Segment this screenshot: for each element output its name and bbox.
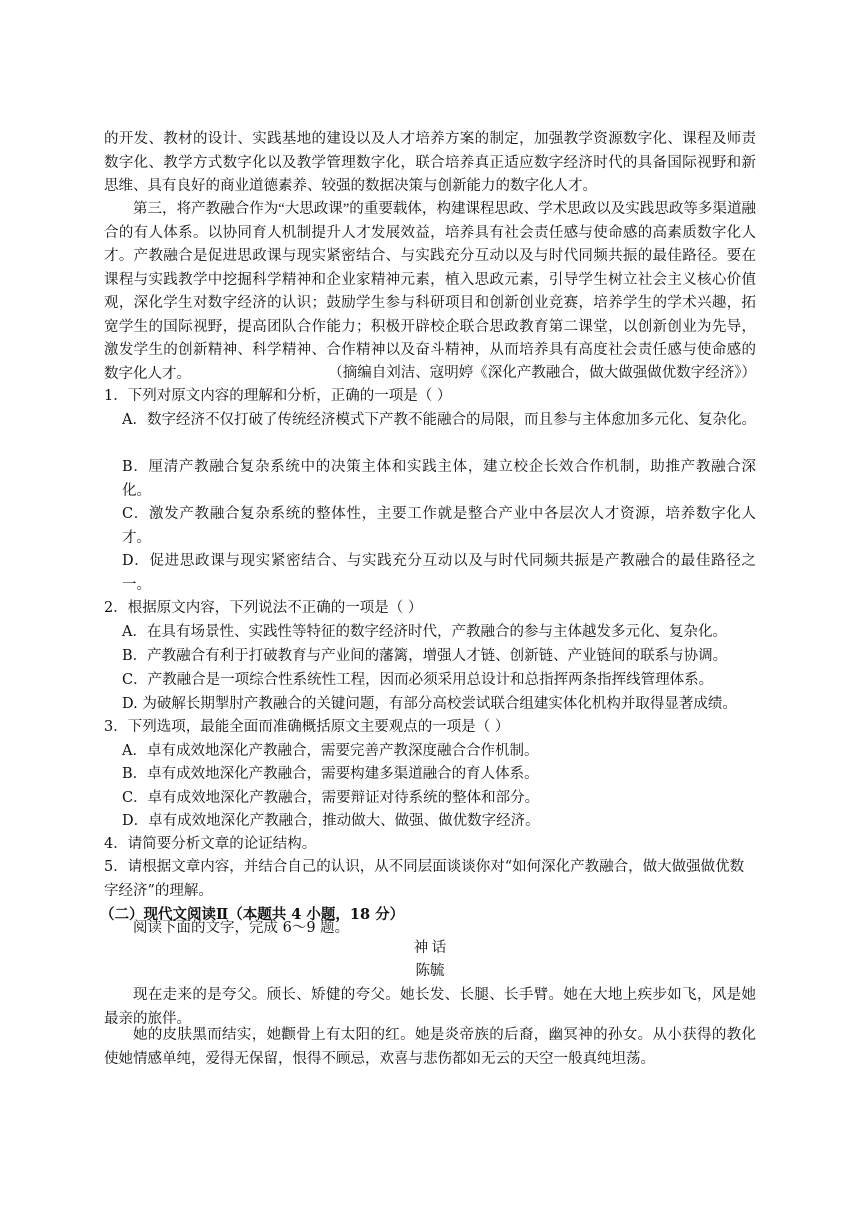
story-paragraph-1: 现在走来的是夸父。颀长、矫健的夸父。她长发、长腿、长手臂。她在大地上疾步如飞，风是她最亲的旅伴。 bbox=[104, 987, 756, 1027]
story-paragraph-2: 她的皮肤黑而结实，她颧骨上有太阳的红。她是炎帝族的后裔，幽冥神的孙女。从小获得的教化使她情感单纯，爱得无保留，恨得不顾忌，欢喜与悲伤都如无云的天空一般真纯坦荡。 bbox=[104, 1027, 756, 1067]
section-instruction: 阅读下面的文字，完成 6～9 题。 bbox=[133, 920, 350, 936]
question-3-option-a: A．卓有成效地深化产教融合，需要完善产教深度融合合作机制。 bbox=[122, 743, 539, 759]
passage-source: （摘编自刘洁、寇明婷《深化产教融合，做大做强做优数字经济》） bbox=[328, 365, 756, 381]
story-title: 神 话 bbox=[413, 940, 447, 956]
question-5-stem: 5．请根据文章内容，并结合自己的认识，从不同层面谈谈你对“如何深化产教融合，做大做强做优数字经济”的理解。 bbox=[104, 859, 745, 899]
story-author: 陈毓 bbox=[415, 963, 445, 979]
question-2-stem: 2．根据原文内容，下列说法不正确的一项是（ ） bbox=[104, 600, 423, 616]
section-heading: （二）现代文阅读Ⅱ（本题共 4 小题，18 分） bbox=[100, 906, 405, 923]
question-3-option-d: D．卓有成效地深化产教融合，推动做大、做强、做优数字经济。 bbox=[122, 813, 540, 829]
question-2-option-b: B．产教融合有利于打破教育与产业间的藩篱，增强人才链、创新链、产业链间的联系与协调。 bbox=[122, 648, 728, 664]
question-2-option-a: A．在具有场景性、实践性等特征的数字经济时代，产教融合的参与主体越发多元化、复杂化。 bbox=[122, 624, 727, 640]
question-2-option-c: C．产教融合是一项综合性系统性工程，因而必须采用总设计和总指挥两条指挥线管理体系。 bbox=[122, 672, 714, 688]
passage-paragraph-continued: 的开发、教材的设计、实践基地的建设以及人才培养方案的制定，加强教学资源数字化、课程及师责数字化、教学方式数字化以及教学管理数字化，联合培养真正适应数字经济时代的具备国际视野和新思维、具有良好的商业道德素养、较强的数据决策与创新能力的数字化人才。 bbox=[104, 131, 756, 194]
question-3-option-b: B．卓有成效地深化产教融合，需要构建多渠道融合的育人体系。 bbox=[122, 766, 539, 782]
question-3-stem: 3．下列选项，最能全面而准确概括原文主要观点的一项是（ ） bbox=[104, 719, 510, 735]
question-1-stem: 1．下列对原文内容的理解和分析，正确的一项是（ ） bbox=[104, 388, 452, 404]
question-1-option-b: B．厘清产教融合复杂系统中的决策主体和实践主体，建立校企长效合作机制，助推产教融合深化。 bbox=[122, 459, 756, 499]
passage-paragraph-third: 第三，将产教融合作为“大思政课”的重要载体，构建课程思政、学术思政以及实践思政等多渠道融合的有人体系。以协同育人机制提升人才发展效益，培养具有社会责任感与使命感的高素质数字化人才。产教融合是促进思政课与现实紧密结合、与实践充分互动以及与时代同频共振的最佳路径。要在课程与实践教学中挖掘科学精神和企业家精神元素，植入思政元素，引导学生树立社会主义核心价值观，深化学生对数字经济的认识；鼓励学生参与科研项目和创新创业竞赛，培养学生的学术兴趣，拓宽学生的国际视野，提高团队合作能力；积极开辟校企联合思政教育第二课堂，以创新创业为先导，激发学生的创新精神、科学精神、合作精神以及奋斗精神，从而培养具有高度社会责任感与使命感的数字化人才。 bbox=[104, 201, 756, 382]
question-1-option-a: A．数字经济不仅打破了传统经济模式下产教不能融合的局限，而且参与主体愈加多元化、复杂化。 bbox=[122, 412, 756, 428]
question-1-option-d: D．促进思政课与现实紧密结合、与实践充分互动以及与时代同频共振是产教融合的最佳路径之一。 bbox=[122, 553, 756, 593]
question-1-option-c: C．激发产教融合复杂系统的整体性，主要工作就是整合产业中各层次人才资源，培养数字化人才。 bbox=[122, 506, 756, 546]
question-2-option-d: D. 为破解长期掣肘产教融合的关键问题，有部分高校尝试联合组建实体化机构并取得显著成绩。 bbox=[122, 696, 737, 712]
question-4-stem: 4．请简要分析文章的论证结构。 bbox=[104, 836, 317, 852]
question-3-option-c: C．卓有成效地深化产教融合，需要辩证对待系统的整体和部分。 bbox=[122, 790, 540, 806]
